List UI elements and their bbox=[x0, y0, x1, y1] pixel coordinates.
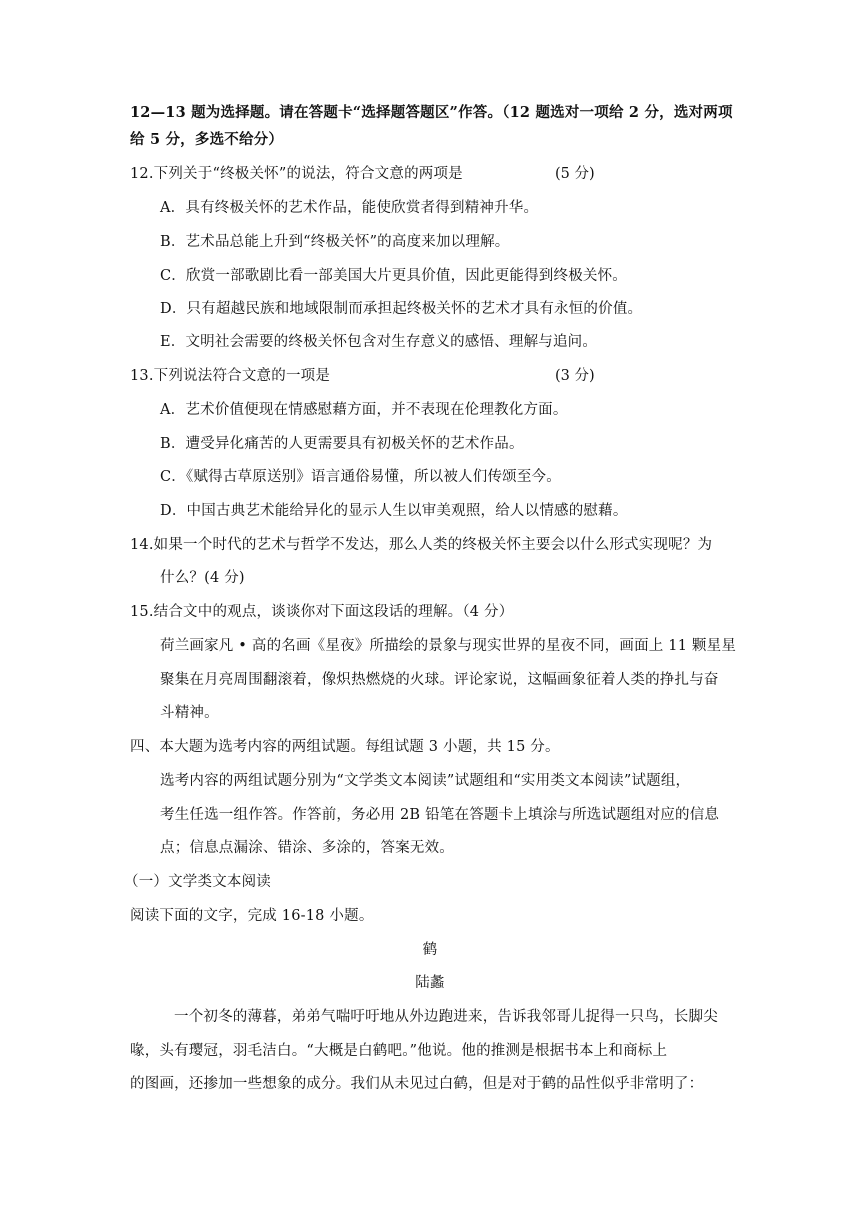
passage-line-1: 一个初冬的薄暮，弟弟气喘吁吁地从外边跑进来，告诉我邻哥儿捉得一只鸟，长脚尖 bbox=[174, 1009, 718, 1025]
q12-option-e: E．文明社会需要的终极关怀包含对生存意义的感悟、理解与追问。 bbox=[160, 334, 598, 350]
q13-stem: 13.下列说法符合文意的一项是 bbox=[130, 368, 331, 384]
passage-author: 陆蠡 bbox=[415, 975, 445, 991]
q13-option-a: A．艺术价值便现在情感慰藉方面，并不表现在伦理教化方面。 bbox=[160, 402, 568, 418]
section4-line-3: 点；信息点漏涂、错涂、多涂的，答案无效。 bbox=[160, 840, 454, 856]
section4-line-1: 选考内容的两组试题分别为“文学类文本阅读”试题组和“实用类文本阅读”试题组， bbox=[160, 773, 691, 789]
q15-quote-line-3: 斗精神。 bbox=[160, 705, 219, 721]
q15-stem: 15.结合文中的观点，谈谈你对下面这段话的理解。（4 分） bbox=[130, 604, 514, 620]
instruction-line-1: 12—13 题为选择题。请在答题卡“选择题答题区”作答。（12 题选对一项给 2 分，选对两项 bbox=[130, 104, 733, 121]
instruction-line-2: 给 5 分，多选不给分） bbox=[130, 131, 284, 148]
q13-score: (3 分) bbox=[555, 368, 595, 384]
passage-line-3: 的图画，还掺加一些想象的成分。我们从未见过白鹤，但是对于鹤的品性似乎非常明了： bbox=[130, 1076, 704, 1092]
q15-quote-line-1: 荷兰画家凡 • 高的名画《星夜》所描绘的景象与现实世界的星夜不同，画面上 11 颗星星 bbox=[160, 638, 737, 654]
read-instruction: 阅读下面的文字，完成 16-18 小题。 bbox=[130, 908, 374, 924]
q13-option-d: D．中国古典艺术能给异化的显示人生以审美观照，给人以情感的慰藉。 bbox=[160, 503, 628, 519]
q12-option-d: D．只有超越民族和地域限制而承担起终极关怀的艺术才具有永恒的价值。 bbox=[160, 301, 643, 317]
q13-option-c: C．《赋得古草原送别》语言通俗易懂，所以被人们传颂至今。 bbox=[160, 469, 561, 485]
subsection-heading: （一）文学类文本阅读 bbox=[124, 874, 271, 890]
q12-option-a: A．具有终极关怀的艺术作品，能使欣赏者得到精神升华。 bbox=[160, 200, 539, 216]
q13-option-b: B．遭受异化痛苦的人更需要具有初极关怀的艺术作品。 bbox=[160, 436, 524, 452]
section4-heading: 四、本大题为选考内容的两组试题。每组试题 3 小题，共 15 分。 bbox=[130, 739, 560, 755]
passage-line-2: 喙，头有璎冠，羽毛洁白。“大概是白鹤吧。”他说。他的推测是根据书本上和商标上 bbox=[130, 1043, 668, 1059]
q12-option-c: C．欣赏一部歌剧比看一部美国大片更具价值，因此更能得到终极关怀。 bbox=[160, 268, 627, 284]
passage-title: 鹤 bbox=[422, 942, 438, 958]
q12-stem: 12.下列关于“终极关怀”的说法，符合文意的两项是 bbox=[130, 166, 463, 182]
q14-line-2: 什么？(4 分) bbox=[160, 570, 245, 586]
q15-quote-line-2: 聚集在月亮周围翻滚着，像炽热燃烧的火球。评论家说，这幅画象征着人类的挣扎与奋 bbox=[160, 672, 719, 688]
q12-option-b: B．艺术品总能上升到“终极关怀”的高度来加以理解。 bbox=[160, 234, 510, 250]
section4-line-2: 考生任选一组作答。作答前，务必用 2B 铅笔在答题卡上填涂与所选试题组对应的信息 bbox=[160, 807, 720, 823]
q12-score: (5 分) bbox=[555, 166, 595, 182]
q14-line-1: 14.如果一个时代的艺术与哲学不发达，那么人类的终极关怀主要会以什么形式实现呢？为 bbox=[130, 537, 713, 553]
